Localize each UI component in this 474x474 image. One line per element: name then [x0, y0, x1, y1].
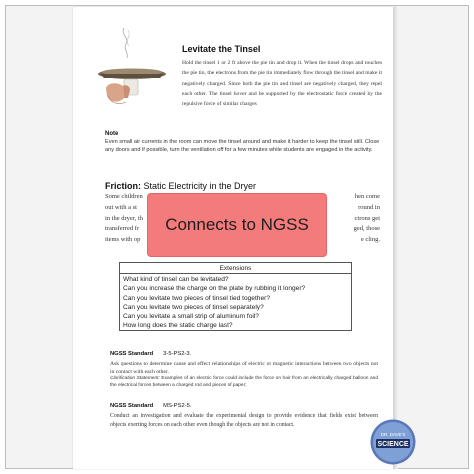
extension-item: Can you increase the charge on the plate by rubbing it longer? — [123, 285, 306, 293]
friction-line-right: e cling. — [360, 236, 380, 244]
friction-line-right: hen come — [354, 193, 380, 200]
ngss-code: MS-PS2-5. — [163, 403, 192, 409]
extension-item: Can you levitate two pieces of tinsel tied together? — [123, 294, 270, 302]
friction-line-left: Some children — [105, 193, 143, 200]
clarification-text: Examples of an electric force could include the force on hair from an electrically charged balloon and the electrical forces between a charged rod and pieces of paper; — [110, 376, 379, 388]
friction-line-right: ctrons get — [354, 214, 380, 222]
ngss-standard-1-label — [110, 351, 191, 357]
logo-line1: DR. DAVE'S — [380, 432, 406, 437]
note-text: Even small air currents in the room can move the tinsel around and make it harder to keep the tinsel still. Close any doors and if possible, turn the ventilation off for a few minutes while students are engaged in the activity. — [105, 139, 380, 154]
logo-line2: SCIENCE — [377, 441, 409, 448]
extension-item: Can you levitate a small strip of aluminum foil? — [123, 313, 259, 321]
friction-line-right: ged, those — [353, 225, 380, 233]
connects-to-ngss-badge: Connects to NGSS — [147, 193, 327, 257]
friction-line-left: transferred fr — [105, 225, 140, 233]
dr-daves-science-logo — [370, 419, 416, 465]
levitate-title: Levitate the Tinsel — [182, 44, 261, 54]
ngss-label-text: NGSS Standard — [110, 403, 154, 409]
clarification-label: Clarification Statement: — [110, 376, 160, 382]
page-shadow — [393, 7, 398, 469]
ngss-standard-2-label — [110, 403, 192, 409]
ngss1-clarification — [110, 376, 378, 389]
ngss-standard-1-text — [110, 360, 378, 390]
extension-item: How long does the static charge last? — [123, 322, 233, 330]
friction-title — [105, 181, 256, 191]
ngss-label-text: NGSS Standard — [110, 351, 154, 357]
friction-title-rest: Static Electricity in the Dryer — [141, 181, 257, 191]
note-label: Note — [105, 131, 119, 137]
ngss-code: 3-5-PS2-3. — [163, 351, 192, 357]
levitate-body: Hold the tinsel 1 or 2 ft above the pie tin and drop it. When the tinsel drops and touches the pie tin, the electrons from the pie tin immediately flow through the tinsel and make it negatively charged. Since both the pie tin and tinsel are negatively charged, they repel each other. The tinsel hover and be supported by the electrostatic force created by the repulsive force of similar charges — [182, 60, 382, 108]
tinsel-pie-tin-illustration — [96, 24, 168, 114]
friction-line-right: round in — [358, 203, 380, 211]
extensions-list — [120, 274, 351, 332]
ngss-standard-2-text: Conduct an investigation and evaluate the experimental design to provide evidence that fields exist between objects exerting forces on each other even though the objects are not in contact. — [110, 413, 378, 428]
extensions-header: Extensions — [120, 263, 351, 274]
friction-title-bold: Friction: — [105, 181, 141, 191]
extension-item: Can you levitate two pieces of tinsel separately? — [123, 303, 264, 311]
extension-item: What kind of tinsel can be levitated? — [123, 276, 229, 283]
friction-line-left: in the dryer, th — [105, 214, 144, 222]
friction-line-left: out with a st — [105, 203, 137, 211]
friction-line-left: items with op — [105, 236, 141, 244]
extensions-box — [119, 262, 352, 331]
ngss1-description: Ask questions to determine cause and effect relationships of electric or magnetic interactions between two objects not in contact with each other. — [110, 361, 378, 376]
